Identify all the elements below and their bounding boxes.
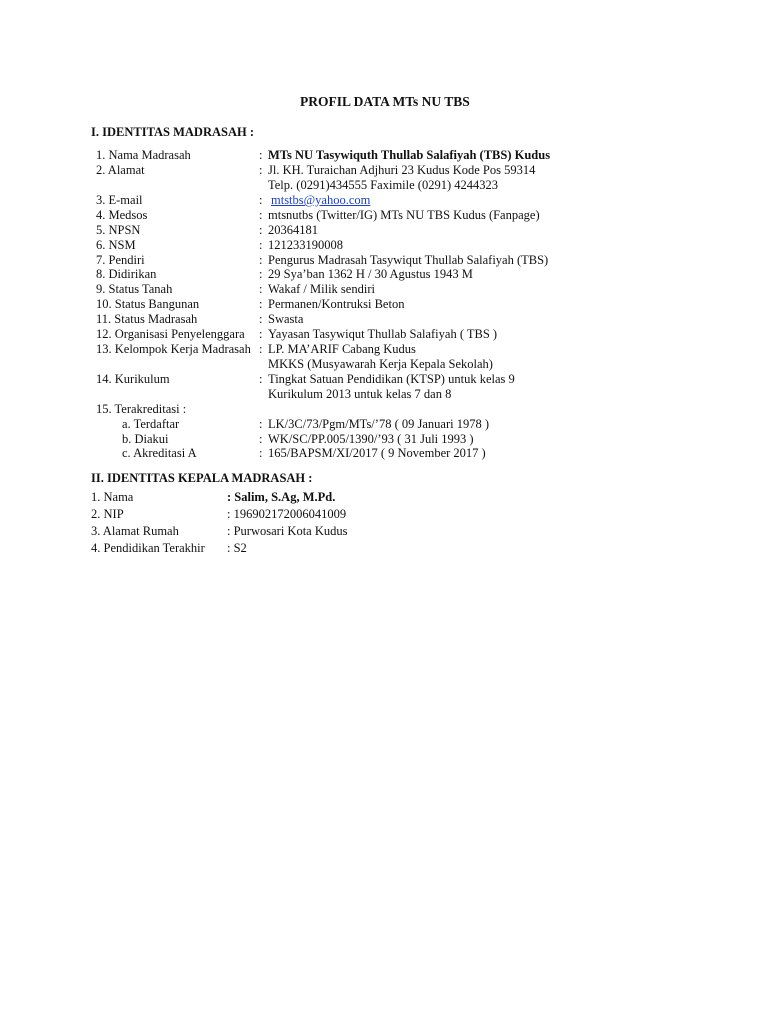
- row-label: 4. Medsos: [96, 208, 148, 222]
- row-value: 121233190008: [268, 238, 343, 252]
- row-label: b. Diakui: [122, 432, 169, 446]
- row-value: 165/BAPSM/XI/2017 ( 9 November 2017 ): [268, 446, 486, 460]
- row-colon: :: [259, 372, 263, 386]
- row-value-continued: MKKS (Musyawarah Kerja Kepala Sekolah): [268, 357, 493, 371]
- row-label: 12. Organisasi Penyelenggara: [96, 327, 245, 341]
- row-colon: :: [259, 238, 263, 252]
- row-label: 5. NPSN: [96, 223, 141, 237]
- row-label: 14. Kurikulum: [96, 372, 170, 386]
- row-label: c. Akreditasi A: [122, 446, 197, 460]
- row-value: : Salim, S.Ag, M.Pd.: [227, 490, 336, 504]
- row-value: Wakaf / Milik sendiri: [268, 282, 375, 296]
- row-value: LP. MA’ARIF Cabang Kudus: [268, 342, 416, 356]
- row-colon: :: [259, 208, 263, 222]
- row-colon: :: [259, 297, 263, 311]
- row-colon: :: [259, 417, 263, 431]
- row-colon: :: [259, 342, 263, 356]
- row-colon: :: [259, 163, 263, 177]
- row-value: Jl. KH. Turaichan Adjhuri 23 Kudus Kode Pos 59314: [268, 163, 536, 177]
- row-value-continued: Telp. (0291)434555 Faximile (0291) 4244323: [268, 178, 498, 192]
- row-label: 4. Pendidikan Terakhir: [91, 541, 205, 555]
- row-value: MTs NU Tasywiquth Thullab Salafiyah (TBS) Kudus: [268, 148, 551, 162]
- row-label: 7. Pendiri: [96, 253, 145, 267]
- row-colon: :: [259, 223, 263, 237]
- row-label: a. Terdaftar: [122, 417, 180, 431]
- row-label: 2. Alamat: [96, 163, 145, 177]
- row-colon: :: [259, 327, 263, 341]
- row-value: 29 Sya’ban 1362 H / 30 Agustus 1943 M: [268, 267, 473, 281]
- row-value: 20364181: [268, 223, 318, 237]
- row-value-continued: Kurikulum 2013 untuk kelas 7 dan 8: [268, 387, 452, 401]
- row-label: 8. Didirikan: [96, 267, 157, 281]
- row-label: 6. NSM: [96, 238, 136, 252]
- row-label: 15. Terakreditasi :: [96, 402, 187, 416]
- row-colon: :: [259, 148, 263, 162]
- page-title: PROFIL DATA MTs NU TBS: [300, 94, 470, 109]
- row-colon: :: [259, 267, 263, 281]
- row-label: 3. Alamat Rumah: [91, 524, 179, 538]
- row-value: Pengurus Madrasah Tasywiqut Thullab Salafiyah (TBS): [268, 253, 549, 267]
- row-colon: :: [259, 432, 263, 446]
- row-label: 1. Nama Madrasah: [96, 148, 191, 162]
- row-value: Swasta: [268, 312, 304, 326]
- email-link[interactable]: mtstbs@yahoo.com: [271, 193, 371, 207]
- row-colon: :: [259, 193, 263, 207]
- row-label: 13. Kelompok Kerja Madrasah: [96, 342, 251, 356]
- row-label: 2. NIP: [91, 507, 124, 521]
- row-colon: :: [259, 282, 263, 296]
- row-colon: :: [259, 253, 263, 267]
- row-value: LK/3C/73/Pgm/MTs/’78 ( 09 Januari 1978 ): [268, 417, 489, 431]
- row-value: Yayasan Tasywiqut Thullab Salafiyah ( TBS ): [268, 327, 498, 341]
- row-value: mtsnutbs (Twitter/IG) MTs NU TBS Kudus (Fanpage): [268, 208, 540, 222]
- row-label: 3. E-mail: [96, 193, 143, 207]
- row-value: : Purwosari Kota Kudus: [227, 524, 348, 538]
- section1-heading: I. IDENTITAS MADRASAH :: [91, 125, 254, 139]
- row-colon: :: [259, 312, 263, 326]
- row-label: 10. Status Bangunan: [96, 297, 200, 311]
- row-label: 1. Nama: [91, 490, 134, 504]
- row-colon: :: [259, 446, 263, 460]
- row-label: 9. Status Tanah: [96, 282, 173, 296]
- row-value: : S2: [227, 541, 247, 555]
- row-value: WK/SC/PP.005/1390/’93 ( 31 Juli 1993 ): [268, 432, 474, 446]
- row-value: Tingkat Satuan Pendidikan (KTSP) untuk kelas 9: [268, 372, 515, 386]
- section2-heading: II. IDENTITAS KEPALA MADRASAH :: [91, 471, 313, 485]
- row-value: Permanen/Kontruksi Beton: [268, 297, 405, 311]
- row-label: 11. Status Madrasah: [96, 312, 198, 326]
- row-value: : 196902172006041009: [227, 507, 347, 521]
